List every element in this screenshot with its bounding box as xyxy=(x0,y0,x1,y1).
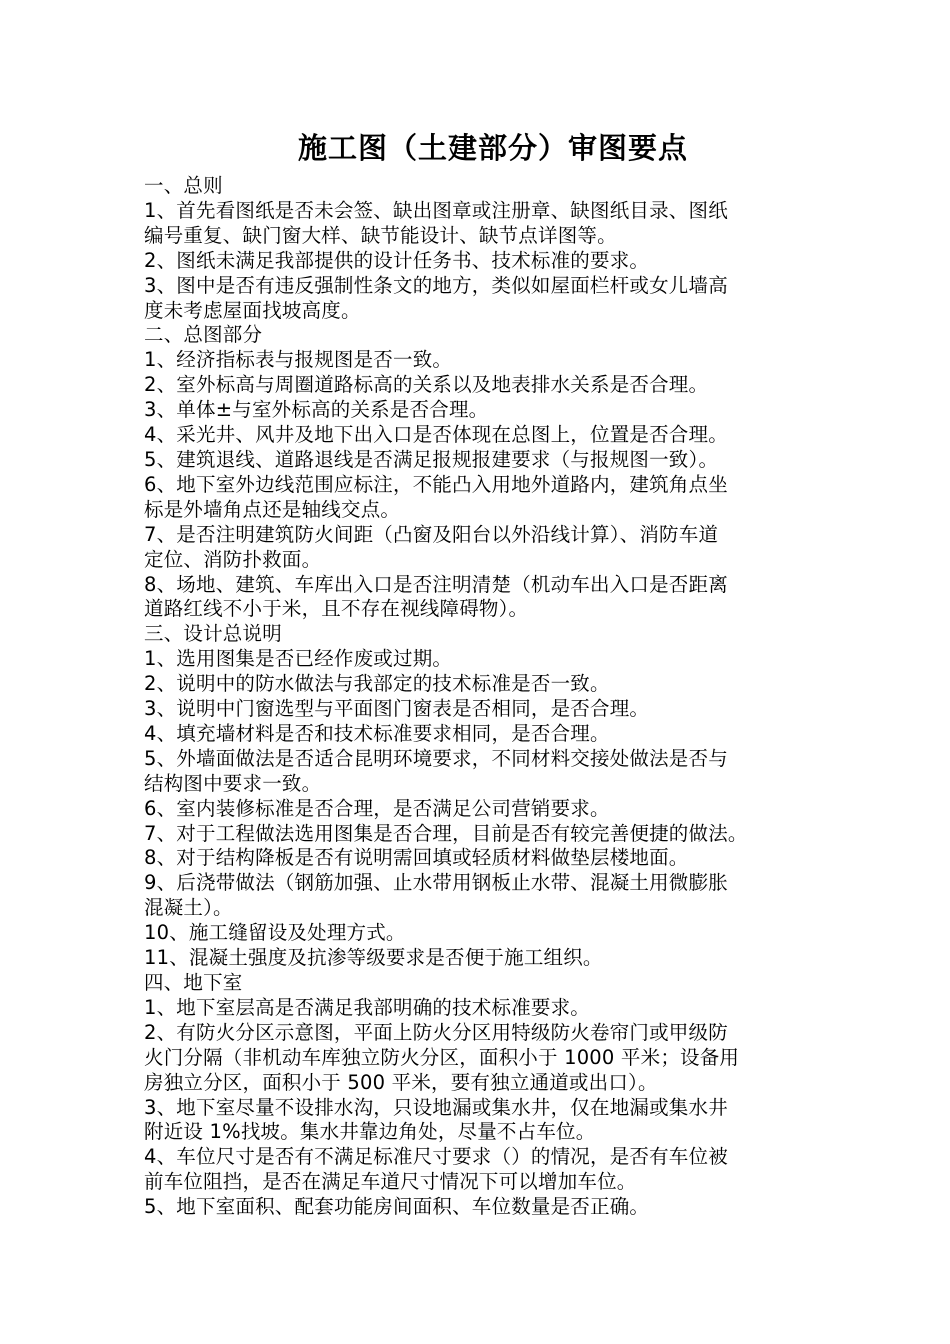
section-heading: 四、地下室 xyxy=(144,971,243,994)
text-line: 2、室外标高与周圈道路标高的关系以及地表排水关系是否合理。 xyxy=(144,373,709,397)
text-line: 2、说明中的防水做法与我部定的技术标准是否一致。 xyxy=(144,672,610,696)
text-line: 2、有防火分区示意图，平面上防火分区用特级防火卷帘门或甲级防 xyxy=(144,1020,728,1044)
text-line: 7、是否注明建筑防火间距（凸窗及阳台以外沿线计算）、消防车道 xyxy=(144,522,719,546)
text-line: 标是外墙角点还是轴线交点。 xyxy=(144,497,401,521)
text-line: 1、首先看图纸是否未会签、缺出图章或注册章、缺图纸目录、图纸 xyxy=(144,198,728,222)
text-line: 4、填充墙材料是否和技术标准要求相同，是否合理。 xyxy=(144,721,610,745)
document-body xyxy=(144,174,842,1220)
text-line: 火门分隔（非机动车库独立防火分区，面积小于 1000 平米；设备用 xyxy=(144,1045,740,1069)
text-line: 定位、消防扑救面。 xyxy=(144,547,322,571)
text-line: 3、说明中门窗选型与平面图门窗表是否相同，是否合理。 xyxy=(144,697,650,721)
text-line: 6、地下室外边线范围应标注，不能凸入用地外道路内，建筑角点坐 xyxy=(144,472,728,496)
text-line: 5、地下室面积、配套功能房间面积、车位数量是否正确。 xyxy=(144,1195,650,1219)
text-line: 度未考虑屋面找坡高度。 xyxy=(144,298,361,322)
text-line: 5、建筑退线、道路退线是否满足报规报建要求（与报规图一致）。 xyxy=(144,447,719,471)
text-line: 9、后浇带做法（钢筋加强、止水带用钢板止水带、混凝土用微膨胀 xyxy=(144,871,728,895)
text-line: 3、图中是否有违反强制性条文的地方，类似如屋面栏杆或女儿墙高 xyxy=(144,273,728,297)
text-line: 1、经济指标表与报规图是否一致。 xyxy=(144,348,453,372)
text-line: 7、对于工程做法选用图集是否合理，目前是否有较完善便捷的做法。 xyxy=(144,821,748,845)
text-line: 3、单体±与室外标高的关系是否合理。 xyxy=(144,398,489,422)
text-line: 编号重复、缺门窗大样、缺节能设计、缺节点详图等。 xyxy=(144,223,617,247)
text-line: 10、施工缝留设及处理方式。 xyxy=(144,921,406,945)
section-heading: 二、总图部分 xyxy=(144,323,263,347)
text-line: 5、外墙面做法是否适合昆明环境要求，不同材料交接处做法是否与 xyxy=(144,746,728,770)
section-heading: 一、总则 xyxy=(144,174,223,197)
text-line: 混凝土）。 xyxy=(144,896,233,920)
text-line: 2、图纸未满足我部提供的设计任务书、技术标准的要求。 xyxy=(144,248,650,272)
text-line: 房独立分区，面积小于 500 平米，要有独立通道或出口）。 xyxy=(144,1070,658,1094)
text-line: 4、车位尺寸是否有不满足标准尺寸要求（）的情况，是否有车位被 xyxy=(144,1145,728,1169)
text-line: 3、地下室尽量不设排水沟，只设地漏或集水井，仅在地漏或集水井 xyxy=(144,1095,728,1119)
text-line: 4、采光井、风井及地下出入口是否体现在总图上，位置是否合理。 xyxy=(144,423,728,447)
text-line: 1、地下室层高是否满足我部明确的技术标准要求。 xyxy=(144,995,591,1019)
text-line: 8、场地、建筑、车库出入口是否注明清楚（机动车出入口是否距离 xyxy=(144,572,728,596)
text-line: 1、选用图集是否已经作废或过期。 xyxy=(144,647,453,671)
text-line: 6、室内装修标准是否合理，是否满足公司营销要求。 xyxy=(144,796,610,820)
text-line: 结构图中要求一致。 xyxy=(144,771,322,795)
text-line: 附近设 1%找坡。集水井靠边角处，尽量不占车位。 xyxy=(144,1120,596,1144)
text-line: 11、混凝土强度及抗渗等级要求是否便于施工组织。 xyxy=(144,946,603,970)
text-line: 8、对于结构降板是否有说明需回填或轻质材料做垫层楼地面。 xyxy=(144,846,689,870)
text-line: 道路红线不小于米，且不存在视线障碍物）。 xyxy=(144,597,529,621)
document-title: 施工图（土建部分）审图要点 xyxy=(297,131,688,165)
section-heading: 三、设计总说明 xyxy=(144,622,282,646)
text-line: 前车位阻挡，是否在满足车道尺寸情况下可以增加车位。 xyxy=(144,1170,637,1194)
